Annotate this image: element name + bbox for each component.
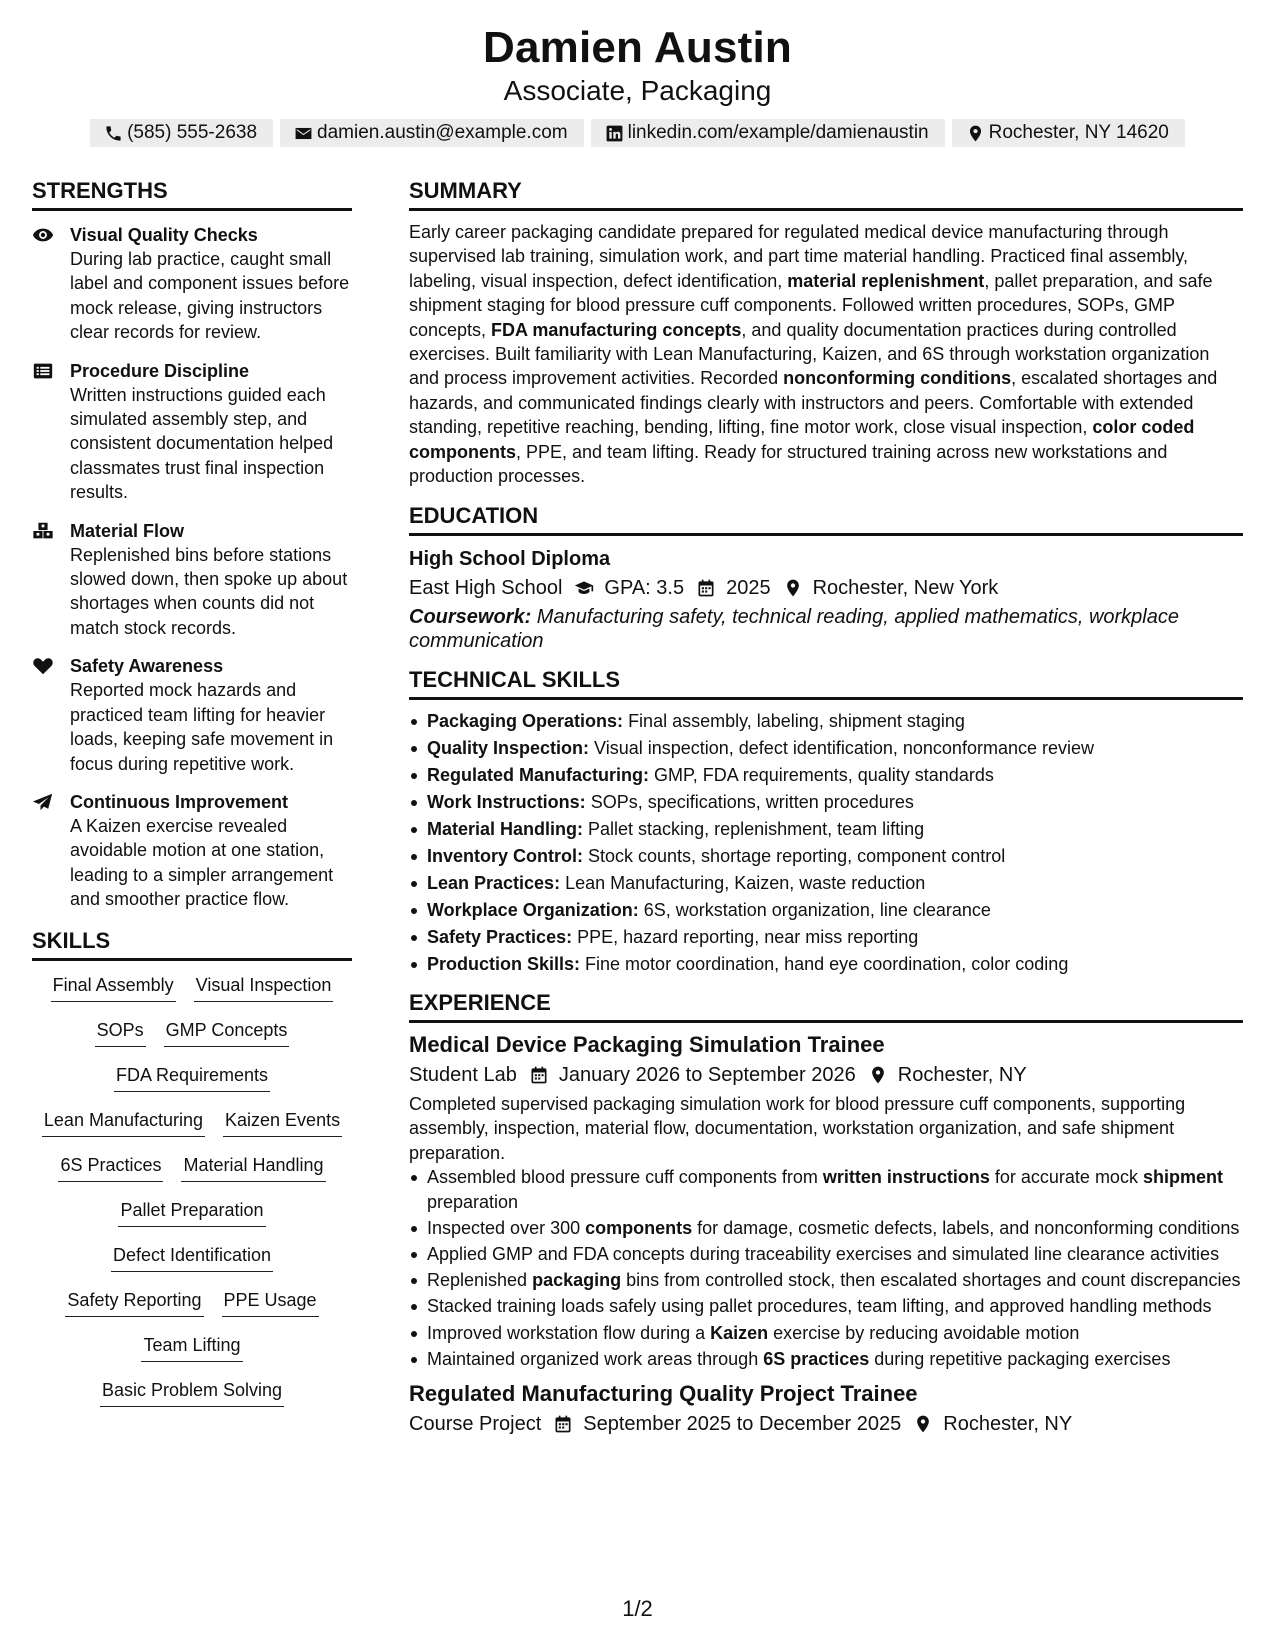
heart-icon: [32, 654, 70, 776]
strength-title: Material Flow: [70, 520, 185, 541]
skill-row: [32, 1198, 352, 1243]
bold-text: components: [585, 1217, 693, 1238]
technical-skill-item: [409, 952, 1243, 976]
boxes-icon: [32, 519, 70, 641]
text-segment: Improved workstation flow during a: [427, 1322, 711, 1343]
job-bullet: [409, 1321, 1243, 1345]
job-entry: [409, 1379, 1243, 1439]
skill-details: Pallet stacking, replenishment, team lifting: [583, 819, 925, 840]
skill-tag: Lean Manufacturing: [42, 1108, 205, 1137]
text-segment: Stacked training loads safely using pallet procedures, team lifting, and approved handling methods: [427, 1296, 1212, 1317]
strength-body: Written instructions guided each simulated assembly step, and consistent documentation helped classmates trust final inspection results.: [70, 384, 334, 503]
strength-body: A Kaizen exercise revealed avoidable motion at one station, leading to a simpler arrangement and smoother practice flow.: [70, 815, 334, 910]
linkedin-icon: [605, 124, 624, 143]
contact-text: Rochester, NY 14620: [988, 122, 1169, 143]
strengths-heading: STRENGTHS: [32, 176, 352, 211]
bold-text: packaging: [532, 1270, 622, 1291]
right-column: [409, 176, 1243, 1439]
bold-text: shipment: [1142, 1167, 1223, 1188]
education-heading: EDUCATION: [409, 501, 1243, 536]
skill-tag: GMP Concepts: [164, 1018, 290, 1047]
technical-skill-item: [409, 817, 1243, 841]
technical-skill-item: [409, 844, 1243, 868]
skill-category: Production Skills:: [427, 954, 581, 975]
contact-phone[interactable]: [90, 119, 273, 147]
text-segment: bins from controlled stock, then escalated shortages and count discrepancies: [621, 1270, 1241, 1291]
contact-text: damien.austin@example.com: [317, 122, 568, 143]
location-pin-icon: [856, 1065, 898, 1085]
strength-body: Reported mock hazards and practiced team lifting for heavier loads, keeping safe movement in focus during repetitive work.: [70, 680, 334, 774]
coursework: [409, 605, 1243, 653]
skills-list: [32, 973, 352, 1423]
school-location: Rochester, New York: [812, 577, 999, 600]
skill-details: PPE, hazard reporting, near miss reporting: [572, 927, 919, 948]
bold-text: FDA manufacturing concepts: [491, 319, 742, 340]
job-title: Regulated Manufacturing Quality Project Trainee: [409, 1381, 918, 1407]
technical-skill-item: [409, 871, 1243, 895]
skill-row: [32, 1063, 352, 1108]
contact-linkedin[interactable]: [591, 119, 945, 147]
job-description: Completed supervised packaging simulation work for blood pressure cuff components, supporting assembly, inspection, material flow, documentation, workstation organization, and safe shipment preparation.: [409, 1093, 1186, 1163]
envelope-icon: [294, 124, 313, 143]
bold-text: color coded components: [409, 417, 1195, 462]
contact-location: [952, 119, 1185, 147]
text-segment: for accurate mock: [989, 1167, 1143, 1188]
contact-email[interactable]: [280, 119, 584, 147]
location-pin-icon: [901, 1414, 943, 1434]
page-number: 1/2: [622, 1596, 653, 1621]
location-pin-icon: [966, 124, 985, 143]
skill-tag: Defect Identification: [111, 1243, 273, 1272]
technical-skill-item: [409, 790, 1243, 814]
job-location: Rochester, NY: [897, 1063, 1027, 1086]
job-meta: [409, 1060, 1243, 1090]
skill-tag: Final Assembly: [51, 973, 176, 1002]
job-bullet: [409, 1268, 1243, 1292]
strength-body: During lab practice, caught small label and component issues before mock release, giving instructors clear records for review.: [70, 249, 350, 343]
technical-skill-item: [409, 925, 1243, 949]
text-segment: preparation: [427, 1191, 519, 1212]
skill-details: Lean Manufacturing, Kaizen, waste reduction: [560, 873, 926, 894]
skill-row: [32, 1243, 352, 1288]
skill-tag: Material Handling: [181, 1153, 325, 1182]
job-bullet: [409, 1242, 1243, 1266]
skill-row: [32, 1288, 352, 1333]
text-segment: Applied GMP and FDA concepts during traceability exercises and simulated line clearance activities: [427, 1243, 1220, 1264]
skill-tag: Basic Problem Solving: [100, 1378, 284, 1407]
job-entry: [409, 1030, 1243, 1371]
text-segment: , PPE, and team lifting. Ready for structured training across new workstations and production processes.: [409, 441, 1168, 487]
job-org: Course Project: [409, 1413, 542, 1436]
calendar-icon: [684, 578, 726, 598]
skill-tag: FDA Requirements: [114, 1063, 270, 1092]
skill-category: Packaging Operations:: [427, 711, 624, 732]
technical-skill-item: [409, 763, 1243, 787]
gpa: GPA: 3.5: [604, 577, 685, 600]
job-bullet: [409, 1294, 1243, 1318]
phone-icon: [104, 124, 123, 143]
contact-text: (585) 555-2638: [127, 122, 258, 143]
education-meta: [409, 573, 1243, 603]
skill-row: [32, 1018, 352, 1063]
text-segment: , and quality documentation practices during controlled exercises. Built familiarity with Lean Manufacturing, Kaizen, and 6S through workstation organization and process improvement activities. Recorded: [409, 319, 1210, 389]
contact-text: linkedin.com/example/damienaustin: [627, 122, 929, 143]
skill-category: Lean Practices:: [427, 873, 561, 894]
candidate-role: Associate, Packaging: [503, 75, 772, 106]
strength-item: [32, 790, 352, 912]
skill-details: 6S, workstation organization, line clearance: [638, 900, 991, 921]
strength-title: Continuous Improvement: [70, 791, 289, 812]
resume-header: [0, 0, 1275, 147]
skill-tag: Safety Reporting: [65, 1288, 203, 1317]
job-location: Rochester, NY: [943, 1413, 1073, 1436]
skill-category: Safety Practices:: [427, 927, 573, 948]
graduation-cap-icon: [562, 578, 604, 598]
strength-title: Procedure Discipline: [70, 360, 250, 381]
skill-tag: Kaizen Events: [223, 1108, 342, 1137]
technical-skills-list: [409, 709, 1243, 976]
graduation-year: 2025: [726, 577, 771, 600]
degree-title: High School Diploma: [409, 548, 611, 571]
school-name: East High School: [409, 577, 563, 600]
eye-icon: [32, 223, 70, 345]
strength-item: [32, 519, 352, 641]
contact-bar: [0, 119, 1275, 147]
job-org: Student Lab: [409, 1063, 517, 1086]
location-pin-icon: [771, 578, 813, 598]
calendar-icon: [517, 1065, 559, 1085]
text-segment: for damage, cosmetic defects, labels, and nonconforming conditions: [692, 1217, 1240, 1238]
bold-text: 6S practices: [763, 1348, 870, 1369]
skill-details: SOPs, specifications, written procedures: [585, 792, 914, 813]
job-bullets: [409, 1165, 1243, 1371]
skill-tag: SOPs: [95, 1018, 146, 1047]
skill-row: [32, 1153, 352, 1198]
skill-category: Inventory Control:: [427, 846, 583, 867]
skill-details: GMP, FDA requirements, quality standards: [649, 765, 994, 786]
technical-skills-heading: TECHNICAL SKILLS: [409, 665, 1243, 700]
text-segment: during repetitive packaging exercises: [869, 1348, 1171, 1369]
skill-tag: PPE Usage: [222, 1288, 319, 1317]
skill-category: Quality Inspection:: [427, 738, 590, 759]
job-title: Medical Device Packaging Simulation Trainee: [409, 1031, 885, 1057]
skill-details: Visual inspection, defect identification, nonconformance review: [589, 738, 1094, 759]
text-segment: Maintained organized work areas through: [427, 1348, 764, 1369]
technical-skill-item: [409, 736, 1243, 760]
summary-heading: SUMMARY: [409, 176, 1243, 211]
skill-category: Work Instructions:: [427, 792, 586, 813]
skill-row: [32, 1108, 352, 1153]
strength-title: Visual Quality Checks: [70, 225, 258, 245]
bold-text: written instructions: [822, 1167, 990, 1188]
skills-heading: SKILLS: [32, 926, 352, 961]
text-segment: Early career packaging candidate prepared for regulated medical device manufacturing through supervised lab training, simulation work, and part time material handling. Practiced final assembly, labeling, visual inspection, defect identification,: [409, 222, 1189, 291]
bold-text: nonconforming conditions: [783, 368, 1012, 389]
skill-details: Stock counts, shortage reporting, component control: [583, 846, 1006, 867]
text-segment: Assembled blood pressure cuff components from: [427, 1167, 823, 1188]
text-segment: exercise by reducing avoidable motion: [768, 1322, 1080, 1343]
list-icon: [32, 359, 70, 505]
skill-category: Regulated Manufacturing:: [427, 765, 650, 786]
job-meta: [409, 1409, 1243, 1439]
skill-row: [32, 973, 352, 1018]
summary-text: [409, 220, 1243, 488]
job-dates: January 2026 to September 2026: [558, 1063, 856, 1086]
text-segment: Replenished: [427, 1270, 533, 1291]
coursework-text: Manufacturing safety, technical reading, applied mathematics, workplace communication: [409, 606, 1179, 653]
skill-details: Fine motor coordination, hand eye coordination, color coding: [580, 954, 1069, 975]
text-segment: , pallet preparation, and safe shipment staging for blood pressure cuff components. Followed written procedures, SOPs, GMP concepts,: [409, 270, 1213, 340]
skill-tag: 6S Practices: [58, 1153, 163, 1182]
strength-item: [32, 654, 352, 776]
skill-category: Workplace Organization:: [427, 900, 639, 921]
strength-item: [32, 359, 352, 505]
technical-skill-item: [409, 898, 1243, 922]
job-bullet: [409, 1347, 1243, 1371]
left-column: [32, 176, 352, 1423]
strength-item: [32, 223, 352, 345]
job-bullet: [409, 1216, 1243, 1240]
skill-row: [32, 1378, 352, 1423]
skill-row: [32, 1333, 352, 1378]
skill-details: Final assembly, labeling, shipment staging: [623, 711, 965, 732]
strength-title: Safety Awareness: [70, 656, 224, 677]
skill-category: Material Handling:: [427, 819, 584, 840]
experience-heading: EXPERIENCE: [409, 988, 1243, 1023]
bold-text: material replenishment: [787, 270, 985, 291]
technical-skill-item: [409, 709, 1243, 733]
calendar-icon: [541, 1414, 583, 1434]
text-segment: Inspected over 300: [427, 1217, 586, 1238]
coursework-label: Coursework:: [409, 606, 532, 629]
text-segment: , escalated shortages and hazards, and communicated findings clearly with instructors and peers. Comfortable with extended standing, repetitive reaching, bending, lifting, fine motor work, close visual inspection,: [409, 368, 1218, 438]
skill-tag: Pallet Preparation: [118, 1198, 265, 1227]
job-bullet: [409, 1165, 1243, 1214]
skill-tag: Team Lifting: [141, 1333, 242, 1362]
candidate-name: Damien Austin: [482, 23, 792, 72]
paper-plane-icon: [32, 790, 70, 912]
job-dates: September 2025 to December 2025: [583, 1413, 902, 1436]
skill-tag: Visual Inspection: [194, 973, 334, 1002]
bold-text: Kaizen: [710, 1322, 769, 1343]
strength-body: Replenished bins before stations slowed down, then spoke up about shortages when counts did not match stock records.: [70, 544, 348, 638]
